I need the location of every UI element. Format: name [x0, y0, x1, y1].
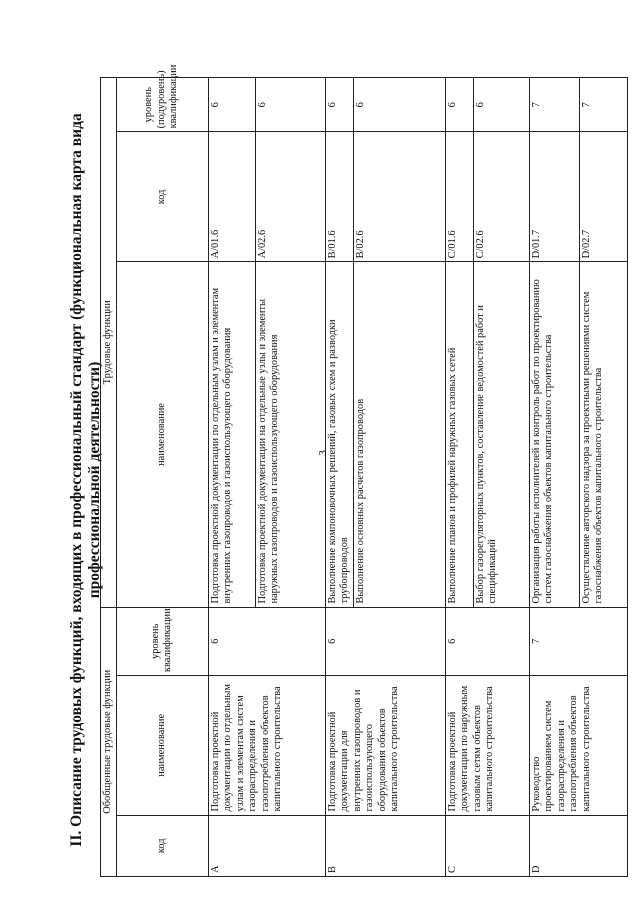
section-title: II. Описание трудовых функций, входящих в профессиональный стандарт (функциональная карта вида профессиональной деятельности) — [68, 113, 103, 847]
general-level: 6 — [208, 607, 325, 676]
function-code: C/01.6 — [445, 132, 473, 262]
function-name: Выполнение планов и профилей наружных газовых сетей — [445, 262, 473, 607]
functional-map-table-wrapper — [100, 64, 604, 877]
function-level: 6 — [208, 78, 255, 132]
function-code: B/01.6 — [325, 132, 353, 262]
function-code: A/01.6 — [208, 132, 255, 262]
page-number: 3 — [317, 450, 329, 456]
general-level: 7 — [529, 607, 627, 676]
function-name: Выполнение компоновочных решений, газовых схем и разводки трубопроводов — [325, 262, 353, 607]
header-level: уровень квалификации — [116, 607, 208, 676]
header-generalized: Обобщенные трудовые функции — [101, 607, 117, 876]
function-name: Организация работы исполнителей и контроль работ по проектированию систем газоснабжения объектов капитального строительства — [529, 262, 579, 607]
header-row-bottom — [116, 78, 208, 877]
function-level: 7 — [529, 78, 579, 132]
table-row — [325, 78, 353, 877]
function-name: Осуществление авторского надзора за проектными решениями систем газоснабжения объектов капитального строительства — [579, 262, 627, 607]
function-level: 6 — [353, 78, 445, 132]
header-labor: Трудовые функции — [101, 78, 117, 608]
general-code: A — [208, 815, 325, 876]
header-row-top — [101, 78, 117, 877]
general-code: C — [445, 815, 529, 876]
function-level: 7 — [579, 78, 627, 132]
functional-map-table — [100, 64, 628, 877]
header-name: наименование — [116, 676, 208, 815]
function-level: 6 — [325, 78, 353, 132]
function-code: D/02.7 — [579, 132, 627, 262]
function-code: C/02.6 — [473, 132, 529, 262]
general-code: B — [325, 815, 445, 876]
general-code: D — [529, 815, 627, 876]
table-row — [445, 78, 473, 877]
function-name: Подготовка проектной документации по отдельным узлам и элементам внутренних газопроводов и газоиспользующего оборудования — [208, 262, 255, 607]
function-name: Подготовка проектной документации на отдельные узлы и элементы наружных газопроводов и газоиспользующего оборудования — [255, 262, 325, 607]
function-name: Выбор газорегуляторных пунктов, составление ведомостей работ и спецификаций — [473, 262, 529, 607]
general-name: Подготовка проектной документации для внутренних газопроводов и газоиспользующего оборудования объектов капитального строительства — [325, 676, 445, 815]
table-row — [529, 78, 579, 877]
general-name: Подготовка проектной документации по отдельным узлам и элементам систем газораспределения и газопотребления объектов капитального строительства — [208, 676, 325, 815]
function-name: Выполнение основных расчетов газопроводов — [353, 262, 445, 607]
header-code: код — [116, 815, 208, 876]
function-code: B/02.6 — [353, 132, 445, 262]
function-level: 6 — [445, 78, 473, 132]
general-level: 6 — [325, 607, 445, 676]
general-name: Подготовка проектной документации по наружным газовым сетям объектов капитального строительства — [445, 676, 529, 815]
header-function-level: уровень (подуровень) квалификации — [116, 78, 208, 132]
general-level: 6 — [445, 607, 529, 676]
function-code: A/02.6 — [255, 132, 325, 262]
table-row — [208, 78, 255, 877]
function-code: D/01.7 — [529, 132, 579, 262]
general-name: Руководство проектированием систем газораспределения и газопотребления объектов капитального строительства — [529, 676, 627, 815]
function-level: 6 — [473, 78, 529, 132]
header-function-code: код — [116, 132, 208, 262]
function-level: 6 — [255, 78, 325, 132]
header-function-name: наименование — [116, 262, 208, 607]
